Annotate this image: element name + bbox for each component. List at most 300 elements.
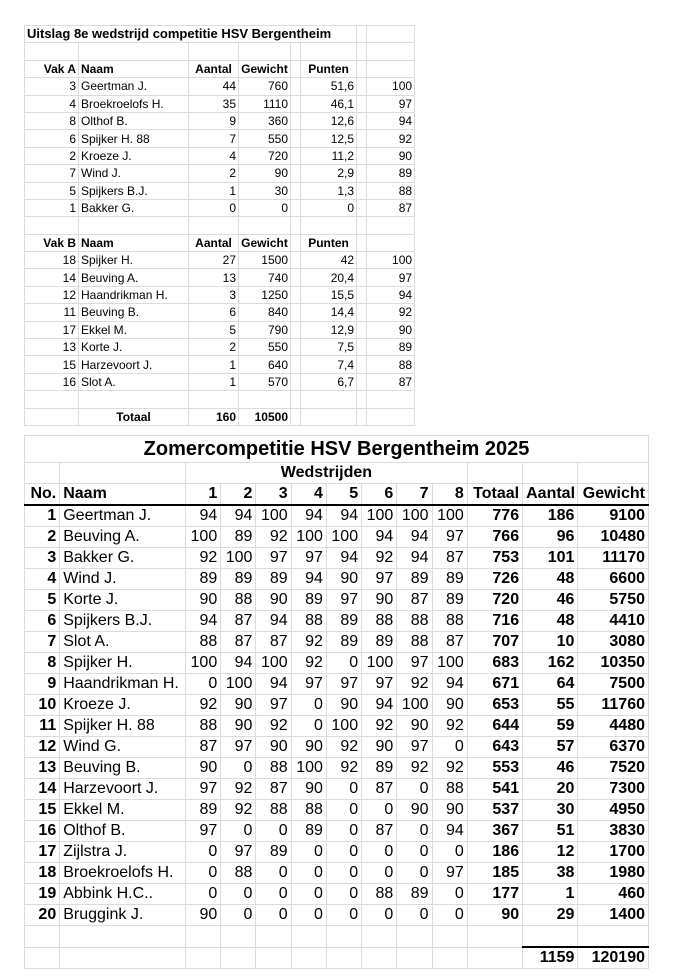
points: 42 — [301, 252, 357, 269]
total-score: 720 — [467, 590, 522, 611]
match-score: 0 — [256, 821, 291, 842]
ranking-points: 88 — [367, 182, 415, 199]
rank-number: 12 — [25, 737, 60, 758]
standings-row — [25, 863, 649, 884]
match-score: 92 — [362, 548, 397, 569]
fish-count: 4 — [189, 147, 239, 164]
match-score: 90 — [397, 800, 432, 821]
empty-cell — [239, 391, 291, 408]
standings-row — [25, 569, 649, 590]
match-score: 0 — [326, 800, 361, 821]
empty-cell — [301, 43, 357, 60]
result-row — [25, 182, 415, 199]
empty-cell — [367, 26, 415, 43]
empty-cell — [357, 217, 367, 234]
match-score: 0 — [221, 821, 256, 842]
match-score: 97 — [291, 674, 326, 695]
empty-cell — [357, 26, 367, 43]
empty-cell — [357, 286, 367, 303]
empty-cell — [367, 234, 415, 251]
result-row — [25, 373, 415, 390]
total-count: 20 — [523, 779, 578, 800]
standings-row — [25, 884, 649, 905]
vakB-header-row — [25, 234, 415, 251]
competition-title-row — [25, 436, 649, 463]
empty-cell — [256, 947, 291, 969]
empty-cell — [291, 112, 301, 129]
rank-number: 19 — [25, 884, 60, 905]
match-score: 94 — [186, 505, 221, 527]
empty-cell — [357, 165, 367, 182]
angler-name: Ekkel M. — [79, 321, 189, 338]
match-score: 89 — [221, 527, 256, 548]
angler-name: Bakker G. — [60, 548, 186, 569]
rank-number: 20 — [25, 905, 60, 926]
match-score: 89 — [291, 590, 326, 611]
angler-name: Spijker H. — [60, 653, 186, 674]
vak-number: 15 — [25, 356, 79, 373]
empty-cell — [362, 947, 397, 969]
total-score: 185 — [467, 863, 522, 884]
match-score: 90 — [291, 737, 326, 758]
match-score: 90 — [432, 695, 467, 716]
weight: 550 — [239, 339, 291, 356]
match-score: 0 — [326, 779, 361, 800]
fish-count: 2 — [189, 165, 239, 182]
empty-cell — [301, 408, 357, 425]
weight: 790 — [239, 321, 291, 338]
angler-name: Haandrikman H. — [60, 674, 186, 695]
empty-cell — [256, 926, 291, 948]
points: 1,3 — [301, 182, 357, 199]
match-score: 0 — [291, 905, 326, 926]
total-count: 1 — [523, 884, 578, 905]
vak-number: 1 — [25, 199, 79, 216]
empty-cell — [467, 947, 522, 969]
empty-cell — [189, 43, 239, 60]
empty-cell — [301, 217, 357, 234]
column-header: 1 — [186, 484, 221, 506]
grand-total-row — [25, 947, 649, 969]
total-row — [25, 408, 415, 425]
total-count: 48 — [523, 611, 578, 632]
empty-cell — [357, 199, 367, 216]
header-aantal: Aantal — [189, 60, 239, 77]
vak-number: 16 — [25, 373, 79, 390]
empty-cell — [367, 43, 415, 60]
points: 15,5 — [301, 286, 357, 303]
column-header: No. — [25, 484, 60, 506]
match-score: 88 — [291, 611, 326, 632]
result-row — [25, 286, 415, 303]
match-score: 88 — [291, 800, 326, 821]
empty-cell — [357, 373, 367, 390]
standings-row — [25, 674, 649, 695]
ranking-points: 90 — [367, 147, 415, 164]
angler-name: Spijkers B.J. — [79, 182, 189, 199]
sheet-title: Uitslag 8e wedstrijd competitie HSV Bergentheim — [25, 26, 357, 43]
empty-cell — [367, 391, 415, 408]
weight: 0 — [239, 199, 291, 216]
match-score: 97 — [186, 821, 221, 842]
rank-number: 17 — [25, 842, 60, 863]
weight: 1500 — [239, 252, 291, 269]
rank-number: 8 — [25, 653, 60, 674]
total-score: 537 — [467, 800, 522, 821]
empty-cell — [578, 463, 649, 484]
match-score: 88 — [186, 632, 221, 653]
standings-row — [25, 632, 649, 653]
match-score: 100 — [186, 527, 221, 548]
result-row — [25, 269, 415, 286]
rank-number: 13 — [25, 758, 60, 779]
total-score: 553 — [467, 758, 522, 779]
wedstrijden-label: Wedstrijden — [186, 463, 468, 484]
angler-name: Slot A. — [60, 632, 186, 653]
total-gewicht: 10500 — [239, 408, 291, 425]
ranking-points: 90 — [367, 321, 415, 338]
match-score: 88 — [362, 611, 397, 632]
angler-name: Broekroelofs H. — [60, 863, 186, 884]
empty-cell — [25, 926, 60, 948]
fish-count: 7 — [189, 130, 239, 147]
match-score: 89 — [326, 611, 361, 632]
match-score: 100 — [432, 505, 467, 527]
fish-count: 0 — [189, 199, 239, 216]
match-score: 87 — [362, 779, 397, 800]
total-count: 64 — [523, 674, 578, 695]
total-score: 541 — [467, 779, 522, 800]
match-score: 97 — [186, 779, 221, 800]
match-score: 0 — [397, 821, 432, 842]
column-header: 6 — [362, 484, 397, 506]
total-weight: 4410 — [578, 611, 649, 632]
standings-row — [25, 737, 649, 758]
empty-cell — [397, 947, 432, 969]
angler-name: Korte J. — [79, 339, 189, 356]
empty-cell — [291, 321, 301, 338]
total-weight: 6370 — [578, 737, 649, 758]
ranking-points: 100 — [367, 252, 415, 269]
vak-number: 14 — [25, 269, 79, 286]
match-score: 89 — [397, 569, 432, 590]
ranking-points: 89 — [367, 165, 415, 182]
result-row — [25, 95, 415, 112]
empty-cell — [291, 165, 301, 182]
empty-cell — [467, 463, 522, 484]
rank-number: 2 — [25, 527, 60, 548]
header-vak: Vak A — [25, 60, 79, 77]
empty-cell — [79, 43, 189, 60]
empty-cell — [186, 947, 221, 969]
empty-cell — [357, 234, 367, 251]
match-score: 97 — [326, 674, 361, 695]
match-score: 94 — [256, 611, 291, 632]
empty-cell — [467, 926, 522, 948]
empty-cell — [367, 217, 415, 234]
total-score: 683 — [467, 653, 522, 674]
result-table — [24, 25, 415, 426]
match-score: 0 — [326, 842, 361, 863]
match-score: 0 — [256, 884, 291, 905]
rank-number: 1 — [25, 505, 60, 527]
empty-cell — [357, 43, 367, 60]
rank-number: 9 — [25, 674, 60, 695]
points: 6,7 — [301, 373, 357, 390]
standings-row — [25, 527, 649, 548]
match-score: 90 — [186, 590, 221, 611]
ranking-points: 87 — [367, 199, 415, 216]
match-score: 89 — [397, 884, 432, 905]
empty-cell — [367, 60, 415, 77]
weight: 360 — [239, 112, 291, 129]
standings-table — [24, 435, 649, 969]
total-label: Totaal — [79, 408, 189, 425]
match-score: 92 — [432, 758, 467, 779]
rank-number: 4 — [25, 569, 60, 590]
vak-number: 17 — [25, 321, 79, 338]
column-header: Naam — [60, 484, 186, 506]
result-row — [25, 199, 415, 216]
points: 20,4 — [301, 269, 357, 286]
match-score: 0 — [326, 905, 361, 926]
match-score: 92 — [362, 716, 397, 737]
total-count: 46 — [523, 758, 578, 779]
total-count: 162 — [523, 653, 578, 674]
match-score: 94 — [397, 527, 432, 548]
match-score: 90 — [256, 590, 291, 611]
match-score: 87 — [221, 632, 256, 653]
empty-cell — [60, 947, 186, 969]
match-score: 0 — [432, 737, 467, 758]
match-score: 89 — [291, 821, 326, 842]
empty-cell — [291, 147, 301, 164]
angler-name: Kroeze J. — [60, 695, 186, 716]
rank-number: 3 — [25, 548, 60, 569]
total-count: 46 — [523, 590, 578, 611]
match-score: 87 — [362, 821, 397, 842]
match-score: 94 — [432, 821, 467, 842]
standings-row — [25, 653, 649, 674]
match-score: 0 — [432, 842, 467, 863]
match-score: 88 — [221, 590, 256, 611]
angler-name: Spijker H. 88 — [79, 130, 189, 147]
total-score: 716 — [467, 611, 522, 632]
empty-cell — [291, 286, 301, 303]
match-score: 97 — [362, 569, 397, 590]
match-score: 94 — [221, 505, 256, 527]
match-score: 0 — [432, 905, 467, 926]
total-score: 644 — [467, 716, 522, 737]
match-score: 89 — [432, 590, 467, 611]
rank-number: 15 — [25, 800, 60, 821]
empty-cell — [357, 269, 367, 286]
match-score: 87 — [397, 590, 432, 611]
empty-cell — [79, 217, 189, 234]
result-row — [25, 304, 415, 321]
points: 0 — [301, 199, 357, 216]
match-score: 97 — [397, 737, 432, 758]
fish-count: 35 — [189, 95, 239, 112]
match-score: 100 — [186, 653, 221, 674]
empty-cell — [357, 95, 367, 112]
rank-number: 6 — [25, 611, 60, 632]
result-row — [25, 165, 415, 182]
match-score: 88 — [432, 611, 467, 632]
empty-cell — [291, 373, 301, 390]
angler-name: Haandrikman H. — [79, 286, 189, 303]
empty-cell — [25, 217, 79, 234]
empty-cell — [357, 130, 367, 147]
result-row — [25, 112, 415, 129]
match-score: 0 — [186, 674, 221, 695]
angler-name: Korte J. — [60, 590, 186, 611]
empty-cell — [362, 926, 397, 948]
total-count: 38 — [523, 863, 578, 884]
competition-title: Zomercompetitie HSV Bergentheim 2025 — [25, 436, 649, 463]
angler-name: Broekroelofs H. — [79, 95, 189, 112]
total-weight: 11170 — [578, 548, 649, 569]
points: 7,5 — [301, 339, 357, 356]
empty-cell — [291, 339, 301, 356]
match-score: 90 — [362, 590, 397, 611]
empty-cell — [60, 926, 186, 948]
weight: 640 — [239, 356, 291, 373]
ranking-points: 94 — [367, 286, 415, 303]
match-score: 89 — [256, 842, 291, 863]
match-score: 0 — [291, 842, 326, 863]
empty-cell — [186, 926, 221, 948]
ranking-points: 97 — [367, 269, 415, 286]
angler-name: Beuving A. — [79, 269, 189, 286]
standings-row — [25, 758, 649, 779]
total-score: 776 — [467, 505, 522, 527]
header-vak: Vak B — [25, 234, 79, 251]
fish-count: 3 — [189, 286, 239, 303]
total-score: 653 — [467, 695, 522, 716]
total-count: 30 — [523, 800, 578, 821]
fish-count: 27 — [189, 252, 239, 269]
match-score: 94 — [221, 653, 256, 674]
points: 12,9 — [301, 321, 357, 338]
empty-cell — [291, 408, 301, 425]
match-score: 87 — [256, 632, 291, 653]
match-score: 92 — [326, 758, 361, 779]
angler-name: Bruggink J. — [60, 905, 186, 926]
empty-cell — [367, 408, 415, 425]
empty-cell — [357, 408, 367, 425]
total-weight: 1400 — [578, 905, 649, 926]
match-score: 88 — [397, 632, 432, 653]
ranking-points: 87 — [367, 373, 415, 390]
match-score: 90 — [221, 695, 256, 716]
result-row — [25, 356, 415, 373]
total-count: 55 — [523, 695, 578, 716]
match-score: 0 — [362, 842, 397, 863]
match-score: 94 — [362, 695, 397, 716]
match-score: 88 — [432, 779, 467, 800]
empty-cell — [25, 43, 79, 60]
column-header: 8 — [432, 484, 467, 506]
standings-row — [25, 611, 649, 632]
fish-count: 1 — [189, 182, 239, 199]
match-score: 94 — [256, 674, 291, 695]
match-score: 92 — [221, 779, 256, 800]
column-header: 4 — [291, 484, 326, 506]
empty-cell — [357, 147, 367, 164]
result-row — [25, 321, 415, 338]
match-score: 100 — [291, 758, 326, 779]
points: 12,6 — [301, 112, 357, 129]
empty-cell — [79, 391, 189, 408]
match-score: 88 — [362, 884, 397, 905]
empty-cell — [291, 947, 326, 969]
header-gewicht: Gewicht — [239, 60, 291, 77]
total-weight: 7500 — [578, 674, 649, 695]
total-aantal: 160 — [189, 408, 239, 425]
empty-cell — [291, 391, 301, 408]
total-score: 753 — [467, 548, 522, 569]
total-weight: 10350 — [578, 653, 649, 674]
match-score: 90 — [221, 716, 256, 737]
total-weight: 9100 — [578, 505, 649, 527]
total-count: 96 — [523, 527, 578, 548]
match-score: 0 — [256, 905, 291, 926]
match-score: 90 — [326, 569, 361, 590]
total-weight: 460 — [578, 884, 649, 905]
match-score: 97 — [362, 674, 397, 695]
weight: 570 — [239, 373, 291, 390]
vakA-header-row — [25, 60, 415, 77]
standings-row — [25, 505, 649, 527]
empty-cell — [291, 199, 301, 216]
empty-cell — [357, 60, 367, 77]
vak-number: 13 — [25, 339, 79, 356]
match-score: 94 — [291, 505, 326, 527]
empty-cell — [432, 947, 467, 969]
match-score: 97 — [291, 548, 326, 569]
total-count: 51 — [523, 821, 578, 842]
match-score: 89 — [326, 632, 361, 653]
match-score: 0 — [291, 884, 326, 905]
blank-row — [25, 391, 415, 408]
weight: 1110 — [239, 95, 291, 112]
angler-name: Spijkers B.J. — [60, 611, 186, 632]
vak-number: 6 — [25, 130, 79, 147]
header-naam: Naam — [79, 234, 189, 251]
angler-name: Beuving B. — [60, 758, 186, 779]
header-aantal: Aantal — [189, 234, 239, 251]
match-score: 94 — [362, 527, 397, 548]
total-weight: 7300 — [578, 779, 649, 800]
total-count: 10 — [523, 632, 578, 653]
match-score: 94 — [186, 611, 221, 632]
angler-name: Wind J. — [79, 165, 189, 182]
standings-row — [25, 548, 649, 569]
match-score: 0 — [397, 905, 432, 926]
match-score: 94 — [432, 674, 467, 695]
rank-number: 18 — [25, 863, 60, 884]
match-score: 0 — [326, 884, 361, 905]
empty-cell — [25, 391, 79, 408]
match-score: 88 — [256, 758, 291, 779]
result-row — [25, 147, 415, 164]
standings-row — [25, 800, 649, 821]
angler-name: Geertman J. — [60, 505, 186, 527]
weight: 1250 — [239, 286, 291, 303]
match-score: 87 — [221, 611, 256, 632]
match-score: 94 — [326, 548, 361, 569]
